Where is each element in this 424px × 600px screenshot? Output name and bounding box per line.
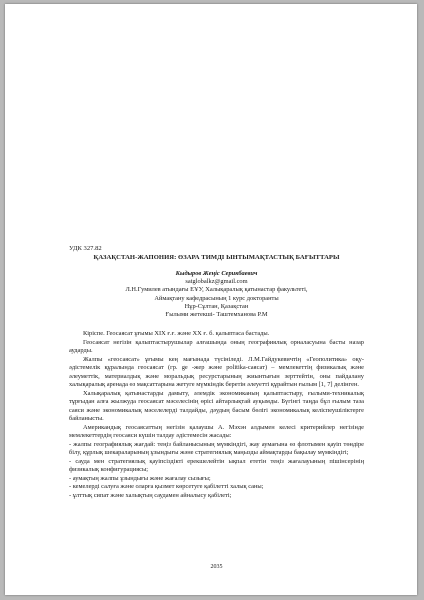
page-number: 2035 <box>210 564 223 570</box>
paper-title: ҚАЗАҚСТАН-ЖАПОНИЯ: ӨЗАРА ТИМДІ ЫНТЫМАҚТАСТЫҚ БАҒЫТТАРЫ <box>93 254 340 261</box>
paragraph: Геосаясат негізін қалыптастырушылар алғашында оның географиялық орналасуына басты назар аударды. <box>69 338 364 354</box>
affiliation-university: Л.Н.Гумилев атындағы ЕҰУ, Халықаралық қатынастар факультеті, <box>125 286 308 294</box>
list-item: - аумақтың жалпы ұзындығы және жағалау сызығы; <box>69 474 211 482</box>
affiliation-supervisor: Ғылыми жетекші- Таштемханова Р.М <box>165 311 268 319</box>
list-item: - кемелерді салуға және оларға қызмет көрсетуге қабілетті халық саны; <box>69 483 264 490</box>
affiliation-city: Нұр-Сұлтан, Қазақстан <box>184 302 249 310</box>
affiliation-department: Аймақтану кафедрасының 1 курс докторанты <box>154 294 279 302</box>
author-name: Кыдыров Жеңіс Серикбаевич <box>175 270 258 277</box>
paragraph: Кіріспе. Геосаясат ұғымы XIX ғ.ғ. және XX ғ. б. қалыптаса бастады. <box>83 330 270 337</box>
affiliation-block <box>69 278 364 319</box>
paragraph: Жалпы «геосаясат» ұғымы кең мағынада түсініледі. Л.М.Гайдукевичтің «Геополитика» оқу-әдістемелік құралында геосаясат (гр. ge -жер және politika-саясат) – мемлекеттің физикалық және әлеуметтік, материалдық және моральдық ресурстарының жиынтығын зерттейтін, оны пайдалану халықаралық аренада өз мақсаттарына жетуге мүмкіндік беретін әлеуетті құрайтын ғылым [1, 7] делінген. <box>69 355 364 388</box>
udc-code: УДК 327.82 <box>69 245 102 252</box>
list-item: - ұлттық сипат және халықтың саудамен айналысу қабілеті; <box>69 491 232 499</box>
list-item: - сауда мен стратегиялық қауіпсіздікті ерекшелейтін ықпал ететін теңіз жағалауының пішінсерінің физикалық конфигурациясы; <box>69 457 364 473</box>
paragraph: Американдық геосаясаттың негізін қалаушы А. Мэхэн алдымен келесі критерийлер негізінде мемлекеттердің геосаяси күшін талдау әдістемесін жасады: <box>69 423 364 439</box>
document-page <box>5 4 417 595</box>
list-item: - жалпы географиялық жағдай: теңіз байланысының мүмкіндігі, жау аумағына өз флотымен қауіп төндіре білу, құрлық шекараларының ұзындығы және стратегиялық маңызды аймақтарды бақылау мүмкіндігі; <box>69 440 364 456</box>
paper-body <box>69 330 364 500</box>
paragraph: Халықаралық қатынастарды дамыту, әлемдік экономиканың қалыптастыру, ғылыми-техникалық тұрғыдан алға жылжуда геосаясат мәселесінің өрісі айтарлықтай ауқымды. Бүгінгі таңда бұл ғылым таза саяси және экономикалық мәселелерді талдайды, дәудың басым бөлігі экономикалық келіспеушіліктерге байланысты. <box>69 389 364 422</box>
author-email: satglobalkz@gmail.com <box>185 278 248 285</box>
